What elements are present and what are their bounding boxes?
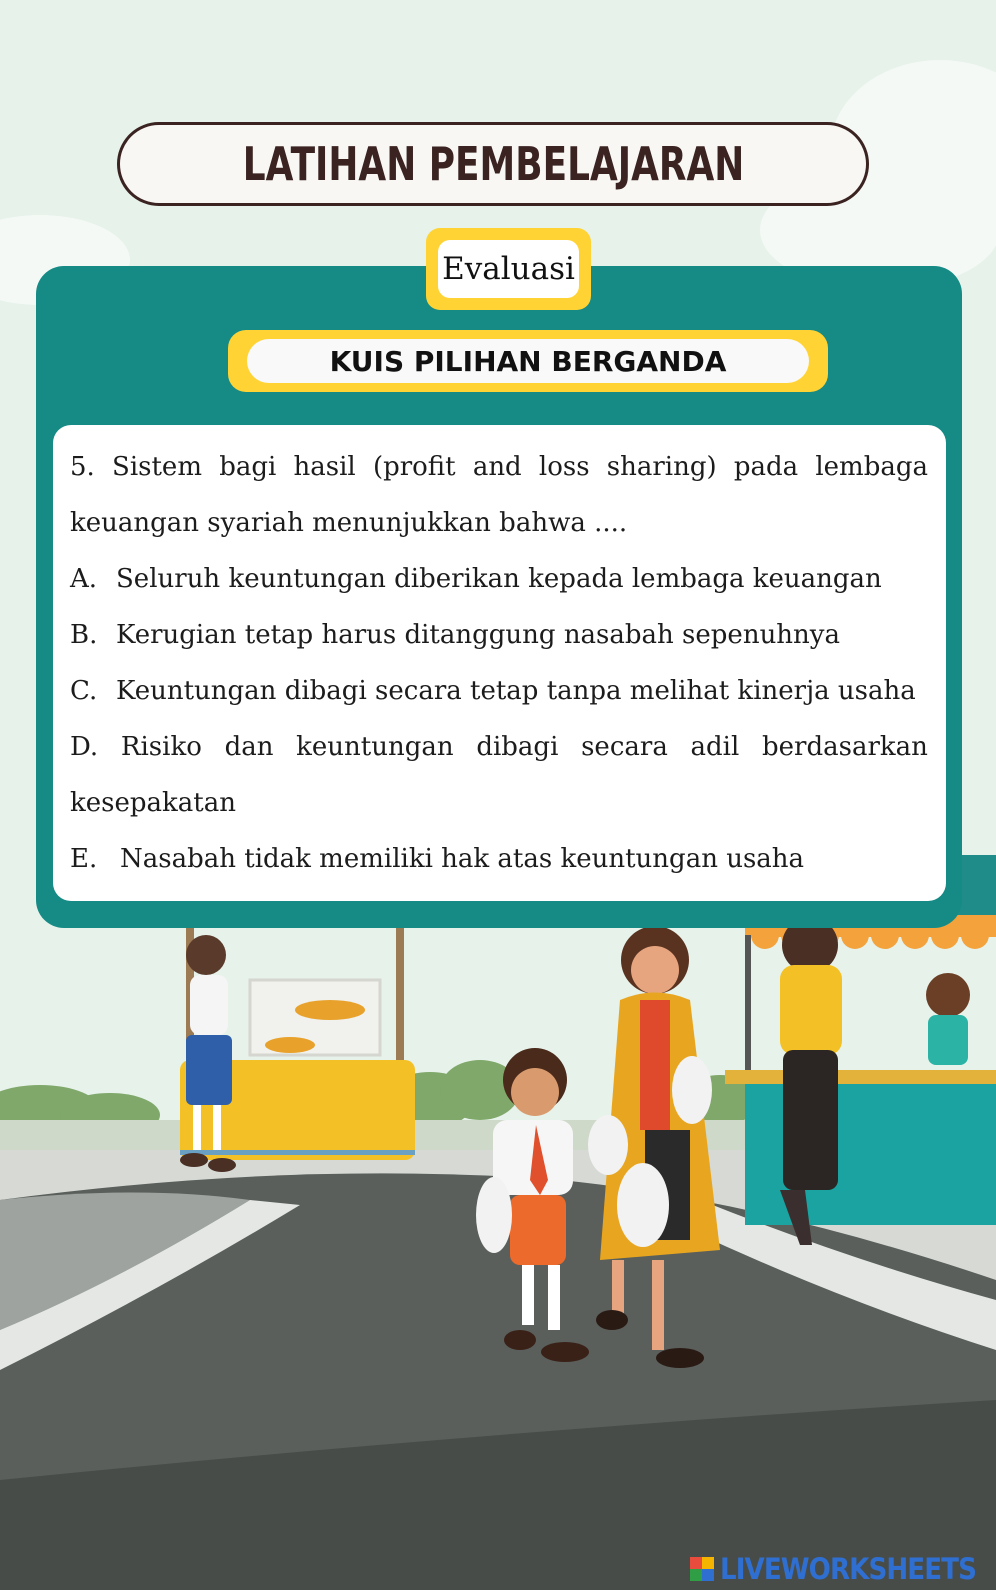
option-word: dibagi [476, 732, 559, 762]
option-word: berdasarkan [762, 732, 928, 762]
question-word: bagi [219, 452, 277, 482]
question-card [53, 425, 946, 901]
question-word: hasil [293, 452, 356, 482]
liveworksheets-logo-icon [690, 1557, 714, 1581]
option-b[interactable] [70, 607, 928, 663]
option-e[interactable] [70, 831, 928, 887]
question-line-2: keuangan syariah menunjukkan bahwa .... [70, 508, 628, 538]
quiz-title-banner [228, 330, 828, 392]
title-banner [117, 122, 869, 206]
question-word: sharing) [606, 452, 717, 482]
option-text: Seluruh keuntungan diberikan kepada lembaga keuangan [116, 564, 882, 594]
option-c[interactable] [70, 663, 928, 719]
option-text: Nasabah tidak memiliki hak atas keuntungan usaha [120, 844, 805, 874]
evaluation-tag [426, 228, 591, 310]
option-text: Kerugian tetap harus ditanggung nasabah sepenuhnya [116, 620, 840, 650]
watermark-text: LIVEWORKSHEETS [720, 1552, 976, 1586]
option-d-continuation: kesepakatan [70, 788, 236, 818]
page-title: LATIHAN PEMBELAJARAN [242, 137, 744, 191]
question-word: loss [538, 452, 590, 482]
option-text: Keuntungan dibagi secara tetap tanpa melihat kinerja usaha [116, 676, 916, 706]
option-letter: C. [70, 676, 98, 706]
option-d[interactable] [70, 719, 928, 775]
option-word: keuntungan [296, 732, 454, 762]
quiz-title: KUIS PILIHAN BERGANDA [247, 339, 809, 383]
option-letter: D. [70, 732, 99, 762]
evaluation-label: Evaluasi [438, 240, 579, 298]
option-letter: A. [70, 564, 98, 594]
option-word: secara [581, 732, 668, 762]
liveworksheets-watermark [690, 1552, 996, 1586]
question-word: (profit [372, 452, 456, 482]
option-word: dan [224, 732, 274, 762]
question-word: and [472, 452, 522, 482]
option-letter: E. [70, 844, 98, 874]
question-word: Sistem [112, 452, 202, 482]
option-a[interactable] [70, 551, 928, 607]
option-word: Risiko [120, 732, 202, 762]
question-word: 5. [70, 452, 95, 482]
question-word: lembaga [815, 452, 928, 482]
question-word: pada [733, 452, 799, 482]
option-word: adil [690, 732, 740, 762]
option-letter: B. [70, 620, 98, 650]
question-line-1 [70, 439, 928, 495]
